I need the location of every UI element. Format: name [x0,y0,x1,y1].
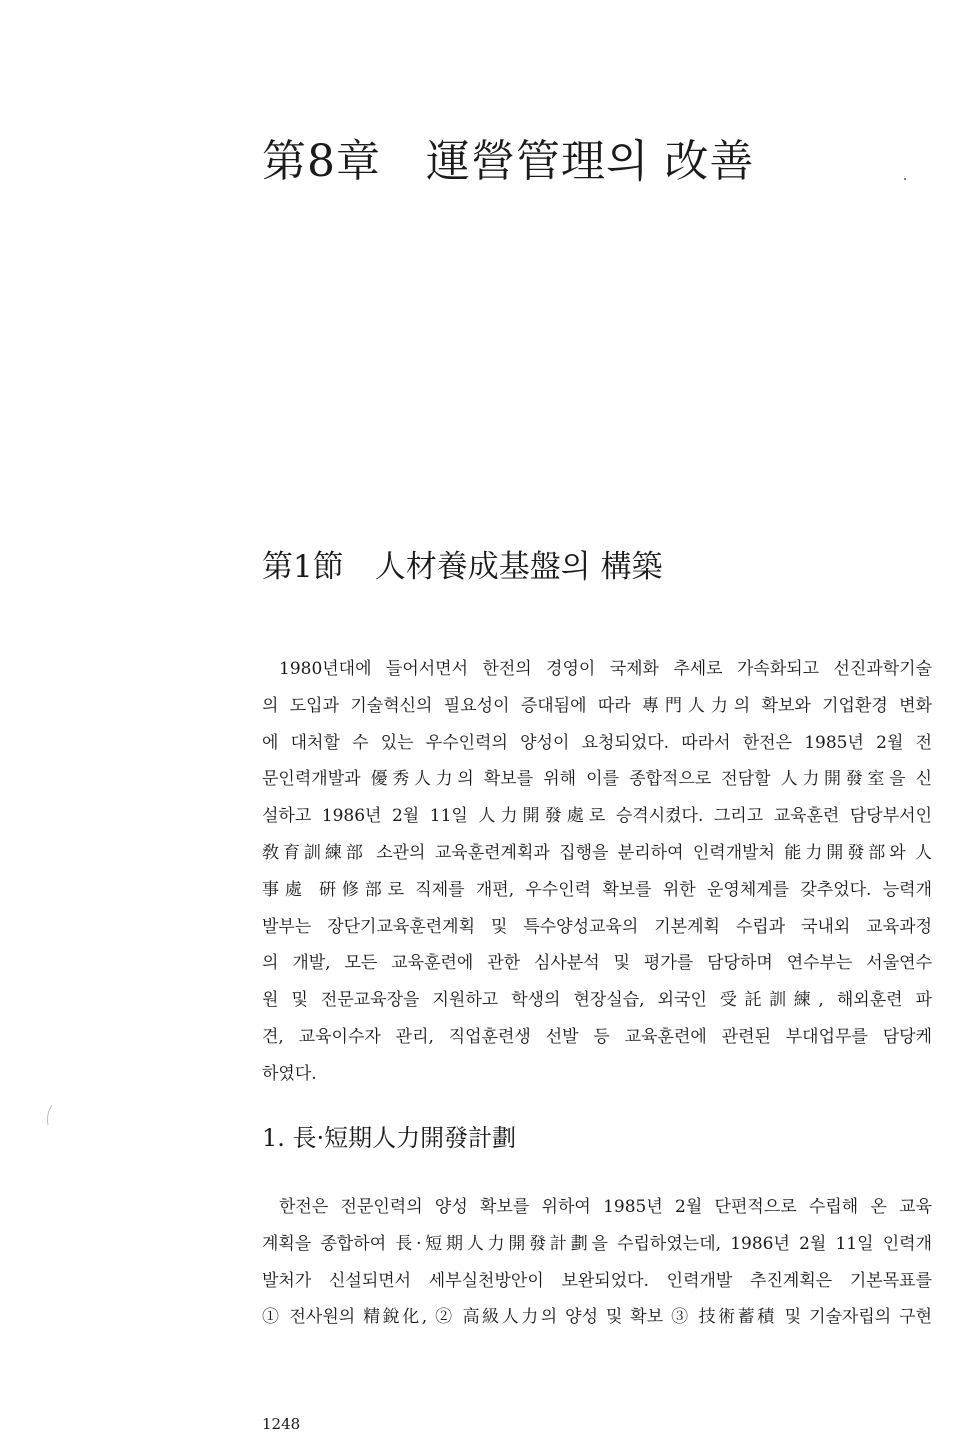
text-line: 事處 硏修部로 직제를 개편, 우수인력 확보를 위한 운영체계를 갖추었다. 능력개 [262,879,932,900]
section-title: 第1節 人材養成基盤의 構築 [262,549,663,585]
text-line: 문인력개발과 優秀人力의 확보를 위해 이를 종합적으로 전담할 人力開發室을 신 [262,769,932,790]
text-line: 원 및 전문교육장을 지원하고 학생의 현장실습, 외국인 受託訓練, 해외훈련 파 [262,990,932,1011]
text-line: 견, 교육이수자 관리, 직업훈련생 선발 등 교육훈련에 관련된 부대업무를 담당케 [262,1026,932,1047]
text-line: 발처가 신설되면서 세부실천방안이 보완되었다. 인력개발 추진계획은 기본목표를 [262,1270,932,1291]
text-line: 敎育訓練部 소관의 교육훈련계획과 집행을 분리하여 인력개발처 能力開發部와 人 [262,842,932,863]
text-line: ① 전사원의 精銳化, ② 高級人力의 양성 및 확보 ③ 技術蓄積 및 기술자립의 구현 [262,1307,932,1328]
body-paragraph-1 [262,651,932,1093]
subsection-title: 1. 長·短期人力開發計劃 [262,1124,517,1152]
chapter-title: 第8章 運營管理의 改善 [262,136,755,187]
page-number: 1248 [262,1415,301,1433]
text-line: 한전은 전문인력의 양성 확보를 위하여 1985년 2월 단편적으로 수립해 온 교육 [279,1197,932,1217]
text-line: 1980년대에 들어서면서 한전의 경영이 국제화 추세로 가속화되고 선진과학기술 [279,659,932,679]
scan-speck [904,178,906,180]
text-line: 하였다. [262,1063,317,1084]
text-line: 에 대처할 수 있는 우수인력의 양성이 요청되었다. 따라서 한전은 1985년 2월 전 [262,732,932,753]
text-line: 설하고 1986년 2월 11일 人力開發處로 승격시켰다. 그리고 교육훈련 담당부서인 [262,806,932,827]
margin-pencil-mark [44,1104,54,1126]
body-paragraph-2 [262,1189,932,1336]
text-line: 의 도입과 기술혁신의 필요성이 증대됨에 따라 專門人力의 확보와 기업환경 변화 [262,695,932,716]
text-line: 의 개발, 모든 교육훈련에 관한 심사분석 및 평가를 담당하며 연수부는 서울연수 [262,953,932,974]
text-line: 발부는 장단기교육훈련계획 및 특수양성교육의 기본계획 수립과 국내외 교육과정 [262,916,932,937]
text-line: 계획을 종합하여 長·短期人力開發計劃을 수립하였는데, 1986년 2월 11일 인력개 [262,1233,932,1254]
